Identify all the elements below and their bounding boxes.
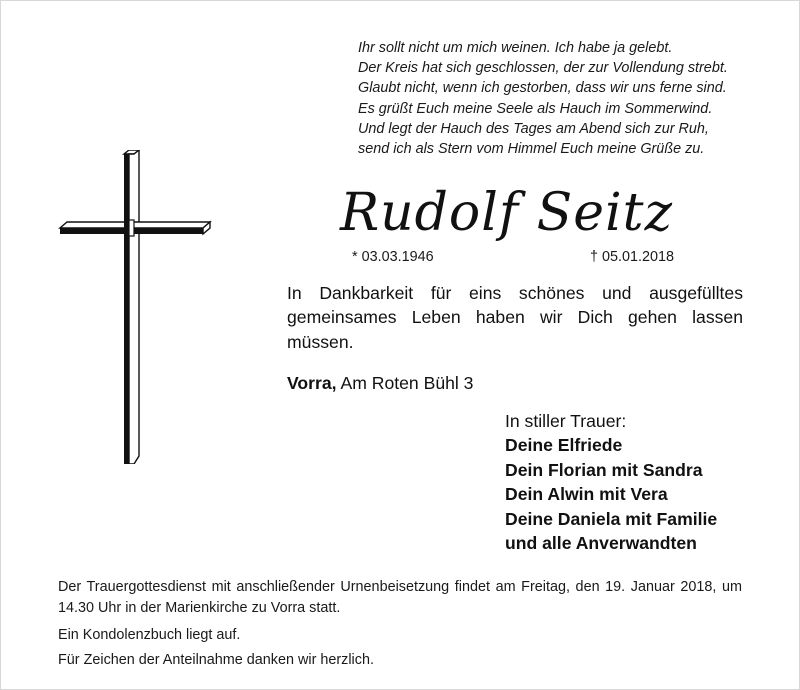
poem-line: Es grüßt Euch meine Seele als Hauch im Sommerwind. <box>358 100 713 117</box>
mourners-list <box>505 409 717 555</box>
gratitude-text: In Dankbarkeit für eins schönes und ausgefülltes gemeinsames Leben haben wir Dich gehen lassen müssen. <box>287 283 743 352</box>
birth-date: * 03.03.1946 <box>352 249 434 265</box>
poem-line: send ich als Stern vom Himmel Euch meine Grüße zu. <box>358 141 705 158</box>
poem <box>358 38 778 159</box>
deceased-name: Rudolf Seitz <box>340 183 673 243</box>
mourner-name: Deine Daniela mit Familie <box>505 508 718 529</box>
death-date: † 05.01.2018 <box>590 249 675 265</box>
mourner-name: Dein Alwin mit Vera <box>505 484 668 505</box>
address-town: Vorra, <box>287 373 337 393</box>
poem-line: Der Kreis hat sich geschlossen, der zur Vollendung strebt. <box>358 60 728 77</box>
thanks-notice: Für Zeichen der Anteilnahme danken wir herzlich. <box>58 652 374 668</box>
poem-line: Und legt der Hauch des Tages am Abend sich zur Ruh, <box>358 120 709 137</box>
service-notice: Der Trauergottesdienst mit anschließender Urnenbeisetzung findet am Freitag, den 19. Januar 2018, um 14.30 Uhr in der Marienkirche zu Vorra statt. <box>58 579 742 616</box>
poem-line: Ihr sollt nicht um mich weinen. Ich habe ja gelebt. <box>358 40 673 56</box>
address <box>287 371 473 395</box>
cross-icon <box>58 150 212 464</box>
mourner-name: und alle Anverwandten <box>505 533 697 554</box>
poem-line: Glaubt nicht, wenn ich gestorben, dass wir uns ferne sind. <box>358 80 727 97</box>
condolence-notice: Ein Kondolenzbuch liegt auf. <box>58 627 241 643</box>
mourners-intro: In stiller Trauer: <box>505 411 627 431</box>
mourner-name: Dein Florian mit Sandra <box>505 459 703 480</box>
mourner-name: Deine Elfriede <box>505 435 623 456</box>
address-street: Am Roten Bühl 3 <box>340 373 474 393</box>
